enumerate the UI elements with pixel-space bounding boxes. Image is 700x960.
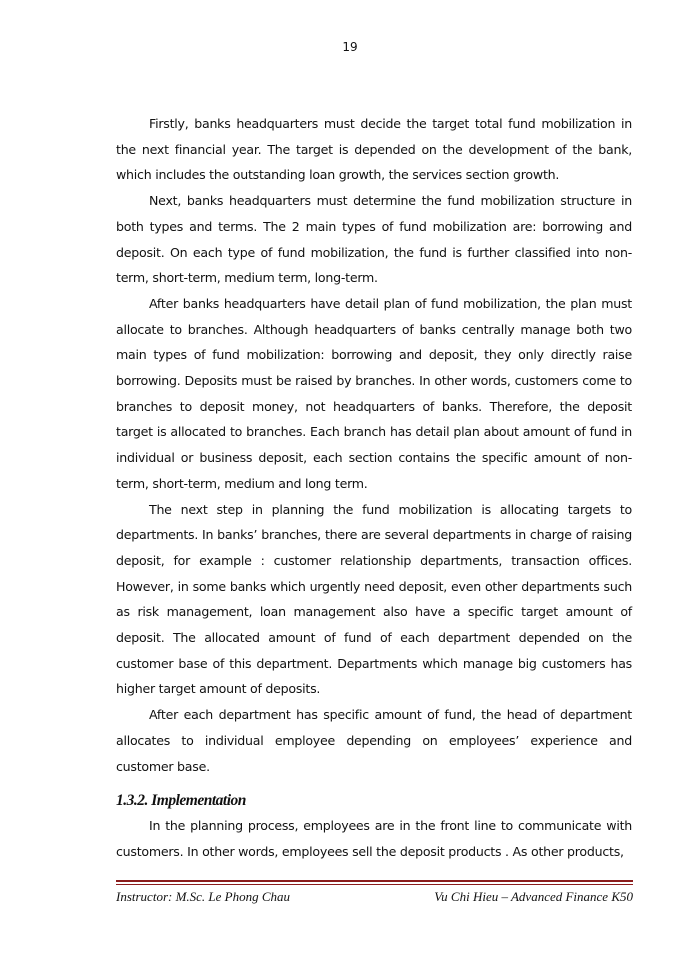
footer-rule-thin [116,884,633,885]
document-body [116,111,632,865]
paragraph: After each department has specific amount of fund, the head of department allocates to individual employee depending on employees’ experience and customer base. [116,707,632,774]
paragraph: Next, banks headquarters must determine the fund mobilization structure in both types and terms. The 2 main types of fund mobilization are: borrowing and deposit. On each type of fund mobilization, the fund is further classified into non-term, short-term, medium term, long-term. [116,193,632,286]
paragraph: Firstly, banks headquarters must decide the target total fund mobilization in the next financial year. The target is depended on the development of the bank, which includes the outstanding loan growth, the services section growth. [116,116,632,183]
page-number: 19 [342,40,358,54]
paragraph: After banks headquarters have detail plan of fund mobilization, the plan must allocate to branches. Although headquarters of banks centrally manage both two main types of fund mobilization: borrowing and deposit, they only directly raise borrowing. Deposits must be raised by branches. In other words, customers come to branches to deposit money, not headquarters of banks. Therefore, the deposit target is allocated to branches. Each branch has detail plan about amount of fund in individual or business deposit, each section contains the specific amount of non-term, short-term, medium and long term. [116,295,632,491]
paragraph: The next step in planning the fund mobilization is allocating targets to departments. In banks’ branches, there are several departments in charge of raising deposit, for example : customer relationship departments, transaction offices. However, in some banks which urgently need deposit, even other departments such as risk management, loan management also have a specific target amount of deposit. The allocated amount of fund of each department depended on the customer base of this department. Departments which manage big customers has higher target amount of deposits. [116,501,632,697]
footer-rule [116,880,633,882]
footer-instructor: Instructor: M.Sc. Le Phong Chau [116,889,291,904]
footer [116,889,633,905]
paragraph: In the planning process, employees are in the front line to communicate with customers. In other words, employees sell the deposit products . As other products, [116,818,632,859]
footer-author: Vu Chi Hieu – Advanced Finance K50 [434,889,633,904]
section-heading: 1.3.2. Implementation [116,792,246,810]
